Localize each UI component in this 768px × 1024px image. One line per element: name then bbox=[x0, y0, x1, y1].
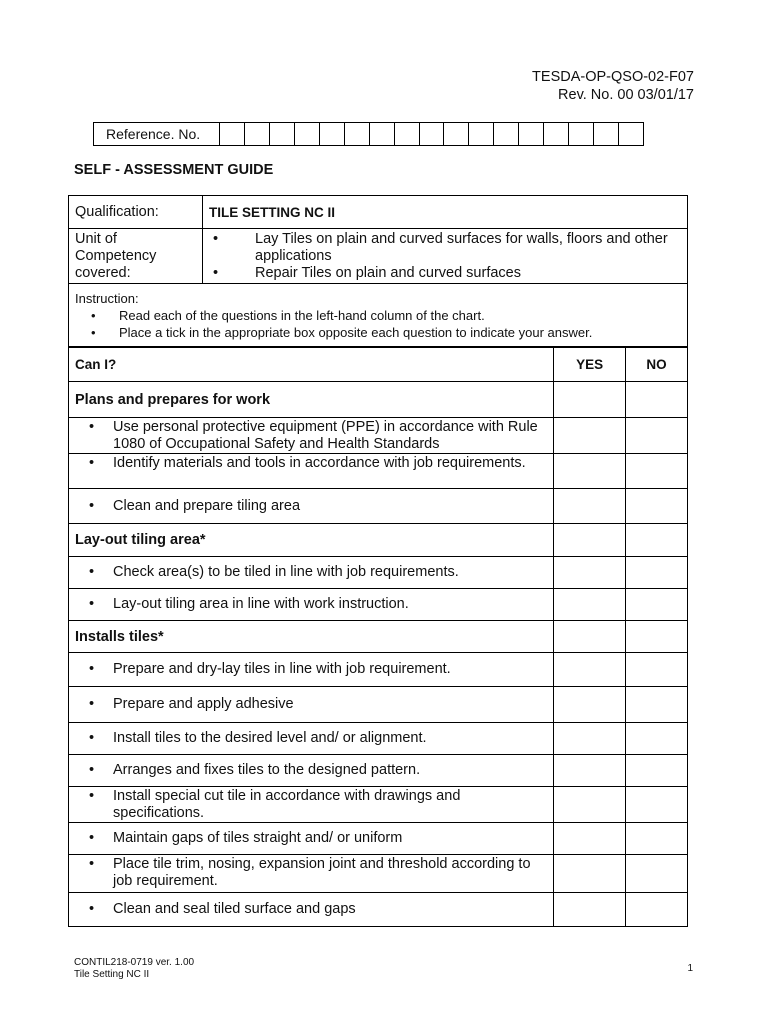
reference-digit-cell[interactable] bbox=[494, 123, 519, 145]
question-text: • Check area(s) to be tiled in line with job requirements. bbox=[75, 564, 547, 581]
no-checkbox[interactable] bbox=[626, 557, 688, 589]
section-row bbox=[69, 524, 688, 557]
page-number: 1 bbox=[687, 963, 693, 974]
yes-checkbox[interactable] bbox=[554, 382, 626, 418]
table-row bbox=[69, 723, 688, 755]
no-header: NO bbox=[626, 347, 688, 382]
reference-digit-cell[interactable] bbox=[220, 123, 245, 145]
section-title: Installs tiles* bbox=[69, 621, 554, 653]
yes-checkbox[interactable] bbox=[554, 723, 626, 755]
reference-digit-cell[interactable] bbox=[544, 123, 569, 145]
yes-checkbox[interactable] bbox=[554, 621, 626, 653]
yes-checkbox[interactable] bbox=[554, 418, 626, 454]
reference-number-box bbox=[93, 122, 644, 146]
qualification-label: Qualification: bbox=[69, 196, 203, 229]
unit-items bbox=[203, 229, 688, 284]
question-text: • Install special cut tile in accordance with drawings and specifications. bbox=[75, 788, 547, 822]
reference-digit-cell[interactable] bbox=[594, 123, 619, 145]
unit-item: • Repair Tiles on plain and curved surfaces bbox=[209, 265, 681, 282]
no-checkbox[interactable] bbox=[626, 893, 688, 927]
table-row bbox=[69, 787, 688, 823]
no-checkbox[interactable] bbox=[626, 723, 688, 755]
unit-item: • Lay Tiles on plain and curved surfaces for walls, floors and other applications bbox=[209, 231, 681, 265]
reference-digit-cell[interactable] bbox=[569, 123, 594, 145]
section-title: Lay-out tiling area* bbox=[69, 524, 554, 557]
table-header-row bbox=[69, 347, 688, 382]
reference-digit-cell[interactable] bbox=[320, 123, 345, 145]
no-checkbox[interactable] bbox=[626, 687, 688, 723]
section-title: Plans and prepares for work bbox=[69, 382, 554, 418]
reference-digit-cell[interactable] bbox=[469, 123, 494, 145]
question-text: • Prepare and dry-lay tiles in line with job requirement. bbox=[75, 661, 547, 678]
question-text: • Lay-out tiling area in line with work instruction. bbox=[75, 596, 547, 613]
reference-digit-cell[interactable] bbox=[245, 123, 270, 145]
question-text: • Clean and prepare tiling area bbox=[75, 498, 547, 515]
yes-header: YES bbox=[554, 347, 626, 382]
form-code: TESDA-OP-QSO-02-F07 bbox=[532, 69, 694, 85]
no-checkbox[interactable] bbox=[626, 418, 688, 454]
yes-checkbox[interactable] bbox=[554, 589, 626, 621]
yes-checkbox[interactable] bbox=[554, 855, 626, 893]
question-text: • Identify materials and tools in accordance with job requirements. bbox=[75, 455, 547, 472]
reference-digit-cell[interactable] bbox=[420, 123, 445, 145]
question-text: • Clean and seal tiled surface and gaps bbox=[75, 901, 547, 918]
yes-checkbox[interactable] bbox=[554, 653, 626, 687]
document-header bbox=[532, 68, 694, 104]
revision-number: Rev. No. 00 03/01/17 bbox=[558, 87, 694, 103]
yes-checkbox[interactable] bbox=[554, 524, 626, 557]
no-checkbox[interactable] bbox=[626, 787, 688, 823]
instruction-cell bbox=[69, 284, 688, 348]
table-row bbox=[69, 589, 688, 621]
no-checkbox[interactable] bbox=[626, 823, 688, 855]
question-text: • Install tiles to the desired level and/ or alignment. bbox=[75, 730, 547, 747]
reference-digit-cell[interactable] bbox=[519, 123, 544, 145]
page-title: SELF - ASSESSMENT GUIDE bbox=[74, 162, 274, 178]
yes-checkbox[interactable] bbox=[554, 687, 626, 723]
table-row bbox=[69, 823, 688, 855]
qualification-row bbox=[69, 196, 688, 229]
yes-checkbox[interactable] bbox=[554, 787, 626, 823]
question-text: • Place tile trim, nosing, expansion joint and threshold according to job requirement. bbox=[75, 856, 547, 890]
yes-checkbox[interactable] bbox=[554, 454, 626, 489]
no-checkbox[interactable] bbox=[626, 855, 688, 893]
table-row bbox=[69, 855, 688, 893]
question-text: • Maintain gaps of tiles straight and/ or uniform bbox=[75, 830, 547, 847]
yes-checkbox[interactable] bbox=[554, 557, 626, 589]
table-row bbox=[69, 755, 688, 787]
no-checkbox[interactable] bbox=[626, 755, 688, 787]
no-checkbox[interactable] bbox=[626, 524, 688, 557]
qualification-table bbox=[68, 195, 688, 348]
instruction-item: • Read each of the questions in the left-hand column of the chart. bbox=[75, 307, 681, 324]
footer-doc-code: CONTIL218-0719 ver. 1.00 bbox=[74, 957, 195, 968]
yes-checkbox[interactable] bbox=[554, 893, 626, 927]
no-checkbox[interactable] bbox=[626, 382, 688, 418]
footer-doc-name: Tile Setting NC II bbox=[74, 969, 150, 980]
unit-row bbox=[69, 229, 688, 284]
table-row bbox=[69, 653, 688, 687]
qualification-value: TILE SETTING NC II bbox=[203, 196, 688, 229]
question-header: Can I? bbox=[69, 347, 554, 382]
question-text: • Prepare and apply adhesive bbox=[75, 696, 547, 713]
table-row bbox=[69, 489, 688, 524]
no-checkbox[interactable] bbox=[626, 589, 688, 621]
question-text: • Use personal protective equipment (PPE) in accordance with Rule 1080 of Occupational Safety and Health Standards bbox=[75, 419, 547, 453]
reference-digit-cell[interactable] bbox=[345, 123, 370, 145]
reference-digit-cell[interactable] bbox=[444, 123, 469, 145]
reference-digit-cell[interactable] bbox=[370, 123, 395, 145]
no-checkbox[interactable] bbox=[626, 653, 688, 687]
document-footer bbox=[74, 957, 194, 981]
section-row bbox=[69, 621, 688, 653]
section-row bbox=[69, 382, 688, 418]
reference-label: Reference. No. bbox=[94, 123, 220, 145]
instruction-label: Instruction: bbox=[75, 291, 139, 306]
reference-digit-cell[interactable] bbox=[619, 123, 643, 145]
reference-digit-cell[interactable] bbox=[395, 123, 420, 145]
instruction-row bbox=[69, 284, 688, 348]
yes-checkbox[interactable] bbox=[554, 823, 626, 855]
unit-label: Unit of Competency covered: bbox=[69, 229, 203, 284]
instruction-item: • Place a tick in the appropriate box opposite each question to indicate your answer. bbox=[75, 324, 681, 341]
no-checkbox[interactable] bbox=[626, 454, 688, 489]
assessment-table bbox=[68, 346, 688, 927]
table-row bbox=[69, 454, 688, 489]
table-row bbox=[69, 893, 688, 927]
no-checkbox[interactable] bbox=[626, 489, 688, 524]
reference-digit-cell[interactable] bbox=[295, 123, 320, 145]
table-row bbox=[69, 557, 688, 589]
question-text: • Arranges and fixes tiles to the designed pattern. bbox=[75, 762, 547, 779]
yes-checkbox[interactable] bbox=[554, 489, 626, 524]
table-row bbox=[69, 418, 688, 454]
yes-checkbox[interactable] bbox=[554, 755, 626, 787]
reference-digit-cell[interactable] bbox=[270, 123, 295, 145]
table-row bbox=[69, 687, 688, 723]
no-checkbox[interactable] bbox=[626, 621, 688, 653]
